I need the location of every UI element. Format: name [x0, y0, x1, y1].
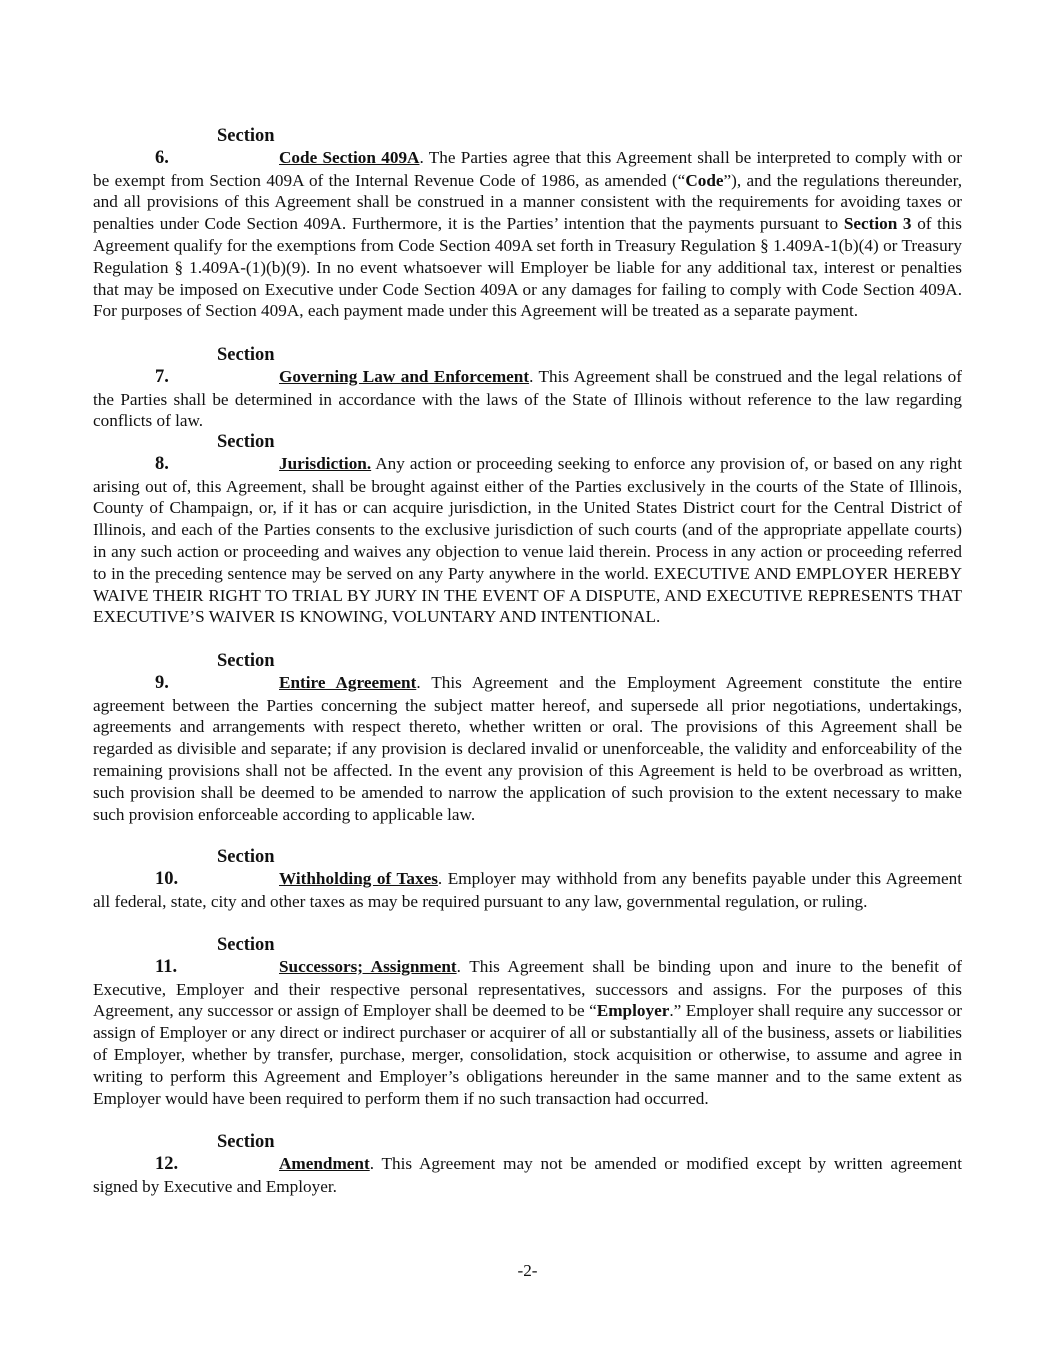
section-title: Successors; Assignment — [279, 956, 457, 976]
section-reference: Section 3 — [843, 214, 912, 234]
section-11 — [93, 935, 962, 1109]
section-title: Amendment — [279, 1153, 370, 1173]
section-text: . This Agreement shall be binding upon and inure to the benefit of Executive, Employer and their respective personal representatives, successors and assigns. For the purposes of this Agreement, any successor or assign of Employer shall be deemed to be “ — [93, 956, 962, 1021]
section-number: Section 8. — [155, 432, 275, 474]
section-text: . This Agreement shall be construed and the legal relations of the Parties shall be determined in accordance with the laws of the State of Illinois without reference to the law regarding conflicts of law. — [93, 366, 962, 431]
section-text: . This Agreement and the Employment Agreement constitute the entire agreement between the Parties concerning the subject matter hereof, and supersede all prior negotiations, undertakings, agreements and arrangements with respect thereto, whether written or oral. The provisions of this Agreement shall be regarded as divisible and separate; if any provision is declared invalid or unenforceable, the validity and enforceability of the remaining provisions shall not be affected. In the event any provision of this Agreement is held to be overbroad as written, such provision shall be deemed to be amended to narrow the application of such provision to the extent necessary to make such provision enforceable according to applicable law. — [93, 672, 962, 824]
section-number: Section 6. — [155, 126, 275, 168]
section-8 — [93, 432, 962, 628]
section-9 — [93, 651, 962, 825]
section-7 — [93, 345, 962, 432]
section-title: Code Section 409A — [279, 147, 420, 167]
section-10 — [93, 847, 962, 912]
section-text: of this Agreement qualify for the exemptions from Code Section 409A set forth in Treasury Regulation § 1.409A-1(b)(4) or Treasury Regulation § 1.409A-(1)(b)(9). In no event whatsoever will Employer be liable for any additional tax, interest or penalties that may be imposed on Executive under Code Section 409A or any damages for failing to comply with Code Section 409A. For purposes of Section 409A, each payment made under this Agreement will be treated as a separate payment. — [93, 214, 962, 321]
section-6-paragraph — [93, 126, 962, 322]
section-text: . This Agreement may not be amended or modified except by written agreement signed by Executive and Employer. — [93, 1153, 962, 1196]
section-number: Section 9. — [155, 651, 275, 693]
section-title: Withholding of Taxes — [279, 868, 438, 888]
section-11-paragraph — [93, 935, 962, 1109]
section-text: ”), and the regulations thereunder, and all provisions of this Agreement shall be construed in a manner consistent with the requirements for avoiding taxes or penalties under Code Section 409A. Furthermore, it is the Parties’ intention that the payments pursuant to — [93, 170, 962, 234]
section-6 — [93, 126, 962, 322]
section-9-paragraph — [93, 651, 962, 825]
section-10-paragraph — [93, 847, 962, 912]
page-number: -2- — [517, 1261, 538, 1280]
section-number: Section 12. — [155, 1132, 275, 1174]
section-title: Jurisdiction. — [279, 453, 372, 473]
section-12-paragraph — [93, 1132, 962, 1197]
section-number: Section 7. — [155, 345, 275, 387]
defined-term: Employer — [596, 1001, 670, 1021]
section-text: Any action or proceeding seeking to enforce any provision of, or based on any right arising out of, this Agreement, shall be brought against either of the Parties exclusively in the courts of the State of Illinois, County of Champaign, or, if it has or can acquire jurisdiction, in the United States District court for the Central District of Illinois, and each of the Parties consents to the exclusive jurisdiction of such courts (and of the appropriate appellate courts) in any such action or proceeding and waives any objection to venue laid therein. Process in any action or proceeding referred to in the preceding sentence may be served on any Party anywhere in the world. EXECUTIVE AND EMPLOYER HEREBY WAIVE THEIR RIGHT TO TRIAL BY JURY IN THE EVENT OF A DISPUTE, AND EXECUTIVE REPRESENTS THAT EXECUTIVE’S WAIVER IS KNOWING, VOLUNTARY AND INTENTIONAL. — [93, 453, 962, 627]
section-text: . The Parties agree that this Agreement shall be interpreted to comply with or be exempt from Section 409A of the Internal Revenue Code of 1986, as amended (“ — [93, 147, 963, 190]
section-8-paragraph — [93, 432, 962, 628]
section-12 — [93, 1132, 962, 1197]
defined-term: Code — [685, 170, 724, 190]
section-title: Entire Agreement — [279, 672, 417, 692]
section-number: Section 10. — [155, 847, 275, 889]
section-text: . Employer may withhold from any benefits payable under this Agreement all federal, state, city and other taxes as may be required pursuant to any law, governmental regulation, or ruling. — [93, 868, 962, 911]
section-text: .” Employer shall require any successor or assign of Employer or any direct or indirect purchaser or acquirer of all or substantially all of the business, assets or liabilities of Employer, whether by transfer, purchase, merger, consolidation, stock acquisition or otherwise, to assume and agree in writing to perform this Agreement and Employer’s obligations hereunder in the same manner and to the same extent as Employer would have been required to perform them if no such transaction had occurred. — [93, 1001, 963, 1108]
section-7-paragraph — [93, 345, 962, 432]
section-number: Section 11. — [155, 935, 275, 977]
section-title: Governing Law and Enforcement — [279, 366, 530, 386]
